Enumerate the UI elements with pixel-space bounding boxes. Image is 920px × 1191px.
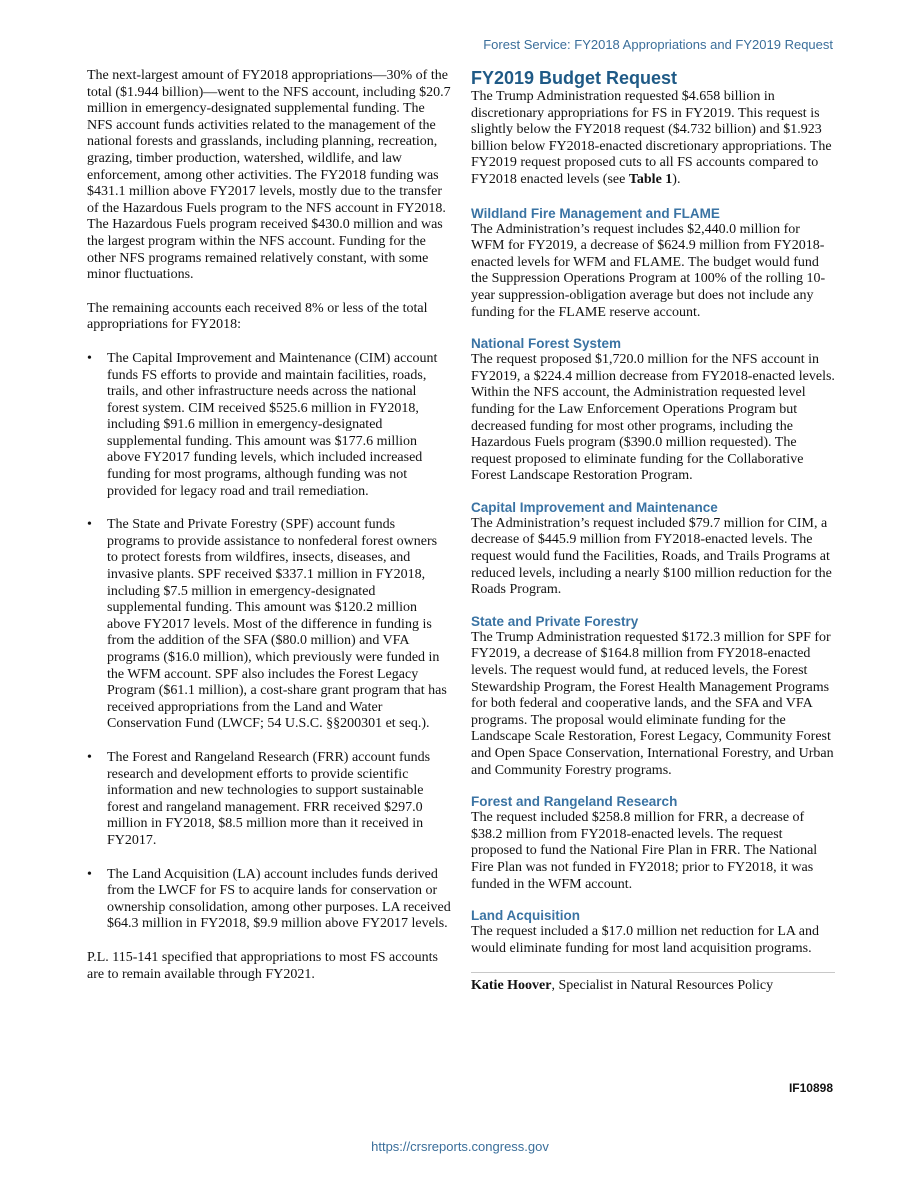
bullet-dot: • (87, 866, 92, 882)
bullet-text: The State and Private Forestry (SPF) account funds programs to provide assistance to nonfederal forest owners to protect forests from wildfires, insects, diseases, and invasive plants. SPF received $337.1 million in FY2018, including $7.5 million in emergency-designated supplemental funding. This amount was $120.2 million above FY2017 levels. Most of the difference in funding is from the addition of the SFA ($80.0 million) and VFA programs ($16.0 million), which previously were funded in the WFM account. SPF also includes the Forest Legacy Program ($61.1 million), a cost-share grant program that has received appropriations from the Land and Water Conservation Fund (LWCF; 54 U.S.C. §§200301 et seq.). (107, 517, 447, 732)
subheading: Forest and Rangeland Research (471, 794, 678, 810)
subheading: Wildland Fire Management and FLAME (471, 205, 720, 221)
section-frr (471, 794, 835, 893)
section-text: The request proposed $1,720.0 million for the NFS account in FY2019, a $224.4 million decrease from FY2018-enacted levels. Within the NFS account, the Administration requested level funding for the Law Enforcement Operations Program but decreased funding for most other programs, including the Hazardous Fuels program ($390.0 million requested). The request proposed to eliminate funding for the Collaborative Forest Landscape Restoration Program. (471, 352, 835, 484)
intro-text: The Trump Administration requested $4.658 billion in discretionary appropriations for FS in FY2019. This request is slightly below the FY2018 request ($4.732 billion) and $1.923 billion below FY2018-enacted discretionary appropriations. The FY2019 request proposed cuts to all FS accounts compared to FY2018 enacted levels (see (471, 89, 832, 187)
accounts-bullet-list (87, 351, 451, 933)
section-text: The request included $258.8 million for FRR, a decrease of $38.2 million from FY2018-enacted levels. The request proposed to fund the National Fire Plan in FRR. The National Fire Plan was not funded in FY2018; prior to FY2018, it was funded in the WFM account. (471, 810, 818, 892)
subheading: State and Private Forestry (471, 613, 639, 629)
subheading: Land Acquisition (471, 908, 580, 924)
subheading: National Forest System (471, 336, 622, 352)
section-text: The Administration’s request includes $2,440.0 million for WFM for FY2019, a decrease of $624.9 million from FY2018-enacted levels for WFM and FLAME. The budget would fund the Suppression Operations Program at 100% of the rolling 10-year suppression-obligation average but does not include any funding for the FLAME reserve account. (471, 221, 826, 320)
section-spf (471, 614, 835, 779)
section-la (471, 908, 835, 957)
bullet-item-cim (87, 351, 451, 500)
author-title: , Specialist in Natural Resources Policy (551, 978, 774, 994)
paragraph-fy2019-intro (471, 89, 835, 189)
author-divider (471, 972, 835, 973)
bullet-item-frr (87, 750, 451, 850)
section-text: The Administration’s request included $79.7 million for CIM, a decrease of $445.9 million from FY2018-enacted levels. The request would fund the Facilities, Roads, and Trails Programs at reduced levels, including a nearly $100 million reduction for the Roads Program. (471, 515, 832, 598)
section-text: The request included a $17.0 million net reduction for LA and would eliminate funding for most land acquisition programs. (471, 924, 819, 956)
bullet-text: The Land Acquisition (LA) account includes funds derived from the LWCF for FS to acquire lands for conservation or ownership consolidation, among other purposes. LA received $64.3 million in FY2018, $9.9 million above FY2017 levels. (107, 866, 451, 932)
footer-url-link[interactable]: https://crsreports.congress.gov (371, 1139, 549, 1154)
paragraph-availability: P.L. 115-141 specified that appropriations to most FS accounts are to remain available through FY2021. (87, 949, 438, 982)
table-1-reference[interactable]: Table 1 (628, 171, 673, 187)
author-name: Katie Hoover (471, 978, 552, 994)
bullet-dot: • (87, 517, 92, 533)
running-header: Forest Service: FY2018 Appropriations and FY2019 Request (483, 37, 833, 52)
bullet-dot: • (87, 749, 92, 765)
author-line (471, 978, 835, 995)
section-nfs (471, 336, 835, 485)
bullet-dot: • (87, 350, 92, 366)
bullet-item-spf (87, 517, 451, 733)
intro-text-end: ). (672, 171, 681, 187)
paragraph-remaining-accounts: The remaining accounts each received 8% or less of the total appropriations for FY2018: (87, 300, 428, 333)
section-wfm-flame (471, 206, 835, 322)
right-column (471, 68, 835, 1012)
left-column (87, 68, 451, 1000)
bullet-text: The Forest and Rangeland Research (FRR) account funds research and development efforts to provide scientific information and new technologies to support sustainable forest and rangeland management. FRR received $297.0 million in FY2018, $8.5 million more than it received in FY2017. (107, 749, 431, 848)
section-text: The Trump Administration requested $172.3 million for SPF for FY2019, a decrease of $164.8 million from FY2018-enacted levels. The request would fund, at reduced levels, the Forest Stewardship Program, the Forest Health Management Programs for both federal and cooperative lands, and the SFA and VFA programs. The proposal would eliminate funding for the Landscape Scale Restoration, Forest Legacy, Community Forest and Open Space Conservation, International Forestry, and Urban and Community Forestry programs. (471, 629, 834, 778)
section-cim (471, 500, 835, 599)
bullet-text: The Capital Improvement and Maintenance (CIM) account funds FS efforts to provide and maintain facilities, roads, trails, and other infrastructure needs across the national forest system. CIM received $525.6 million in FY2018, including $91.6 million in emergency-designated supplemental funding. This amount was $177.6 million above FY2017 funding levels, which included increased funding for most programs, although funding was not provided for legacy road and trail remediation. (107, 350, 438, 499)
subheading: Capital Improvement and Maintenance (471, 499, 718, 515)
section-heading-fy2019: FY2019 Budget Request (471, 68, 678, 88)
document-id: IF10898 (788, 1081, 833, 1095)
bullet-item-la (87, 867, 451, 933)
paragraph-nfs: The next-largest amount of FY2018 appropriations—30% of the total ($1.944 billion)—went to the NFS account, including $20.7 million in emergency-designated supplemental funding. The NFS account funds activities related to the management of the national forests and grasslands, including planning, recreation, grazing, timber production, watershed, wildlife, and law enforcement, among other activities. The FY2018 funding was $431.1 million above FY2017 levels, mostly due to the transfer of the Hazardous Fuels program to the NFS account in FY2018. The Hazardous Fuels program received $430.0 million and was the largest program within the NFS account. Funding for the other NFS programs remained relatively constant, with some minor fluctuations. (87, 68, 451, 283)
